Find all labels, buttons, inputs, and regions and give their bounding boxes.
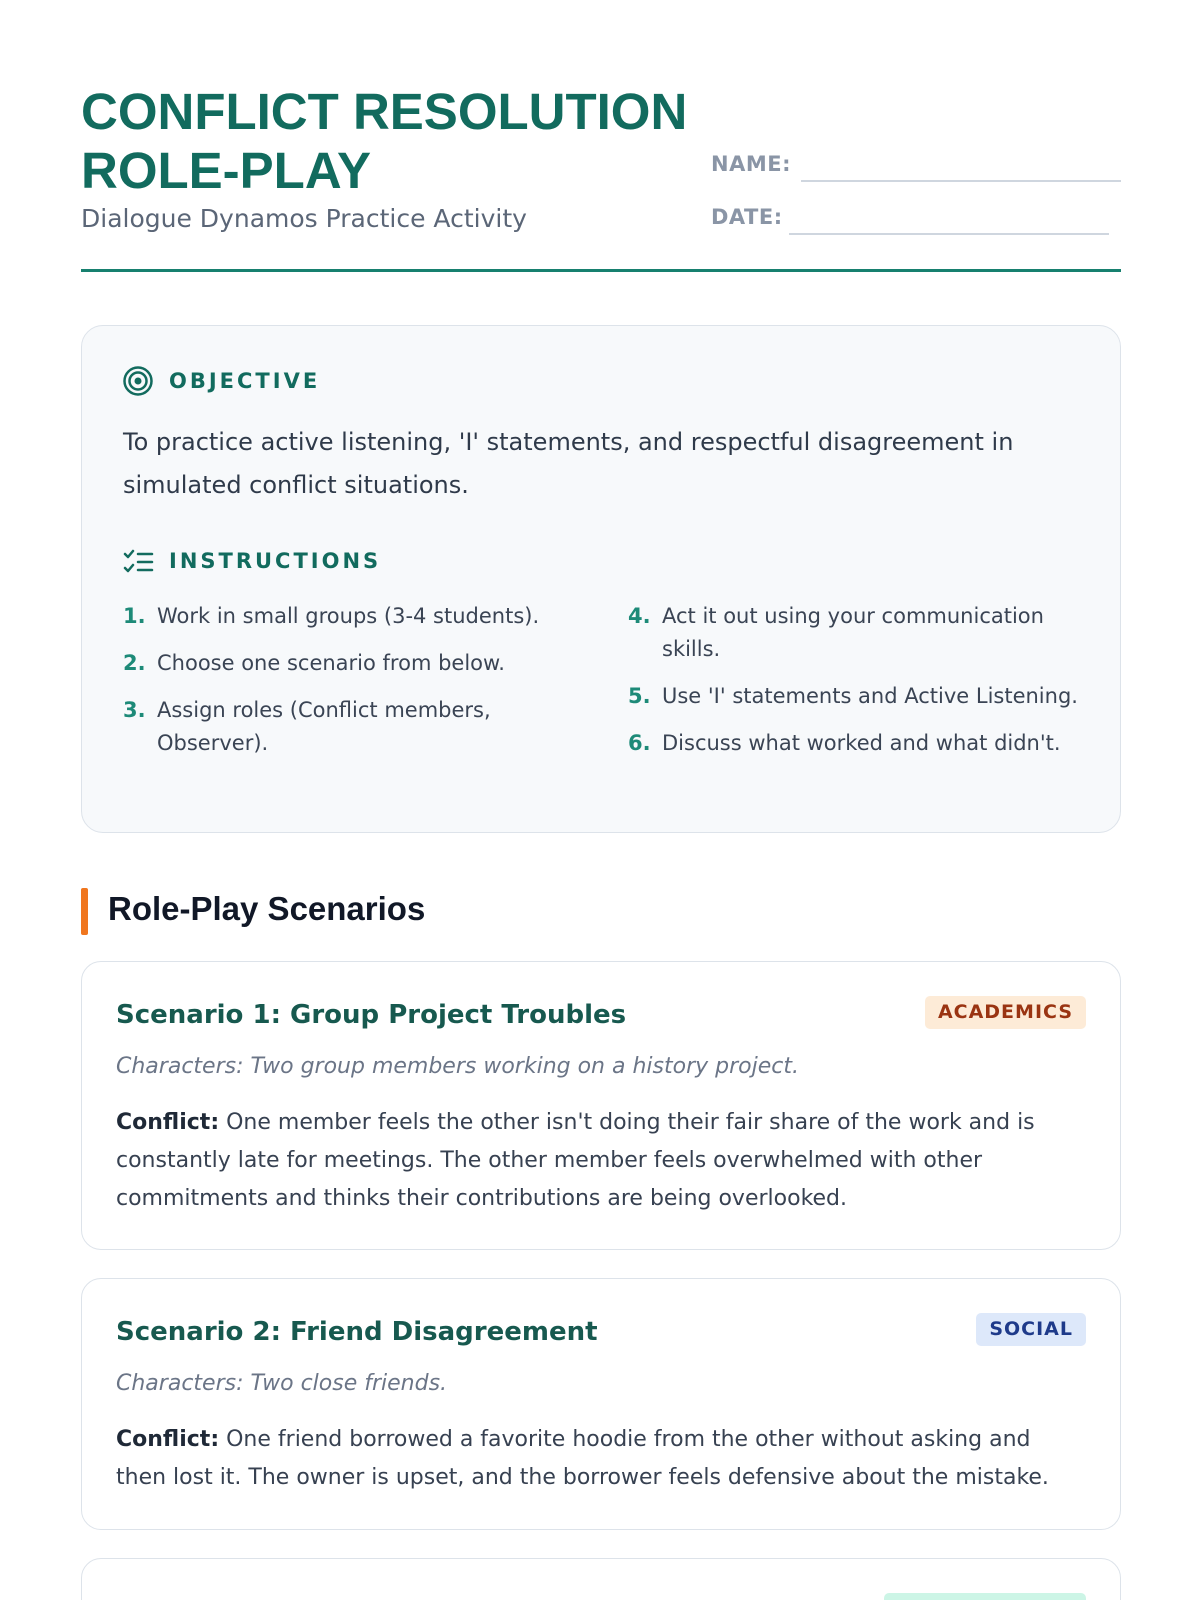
step-text: Work in small groups (3-4 students). [157,604,540,628]
instruction-step [628,600,1088,666]
title-line-2: ROLE-PLAY [81,142,371,199]
target-icon [122,365,154,397]
step-number: 1. [123,604,146,628]
step-number: 2. [123,651,146,675]
scenario-card-1 [81,961,1121,1250]
page-title [81,82,687,200]
step-text: Use 'I' statements and Active Listening. [662,684,1078,708]
objective-label: OBJECTIVE [169,369,321,393]
objective-text: To practice active listening, 'I' statements, and respectful disagreement in simulated conflict situations. [123,428,1014,499]
name-label: NAME: [711,152,791,176]
name-field[interactable] [801,180,1121,182]
checklist-icon [122,547,154,579]
scenario-title: Scenario 1: Group Project Troubles [116,1000,627,1030]
scenario-characters: Characters: Two close friends. [116,1371,448,1396]
category-badge [884,1593,1086,1600]
step-text: Discuss what worked and what didn't. [662,731,1061,755]
objective-panel [81,325,1121,833]
category-badge: SOCIAL [976,1313,1086,1346]
date-label: DATE: [711,205,783,229]
conflict-text: One member feels the other isn't doing their fair share of the work and is constantly late for meetings. The other member feels overwhelmed with other commitments and thinks their contributions are being overlooked. [116,1110,1035,1211]
step-number: 3. [123,698,146,722]
scenario-conflict [116,1104,1086,1218]
instructions-list-right [628,600,1088,774]
instruction-step [628,680,1088,713]
step-text: Act it out using your communication skills. [662,604,1044,661]
scenario-title: Scenario 2: Friend Disagreement [116,1317,598,1347]
instructions-label: INSTRUCTIONS [169,549,382,573]
conflict-label: Conflict: [116,1427,220,1452]
conflict-text: One friend borrowed a favorite hoodie from the other without asking and then lost it. The owner is upset, and the borrower feels defensive about the mistake. [116,1427,1049,1490]
section-accent-bar [81,888,88,935]
page-subtitle: Dialogue Dynamos Practice Activity [81,204,527,233]
instruction-step [628,727,1088,760]
date-field[interactable] [789,233,1109,235]
title-line-1: CONFLICT RESOLUTION [81,83,688,140]
instructions-list-left [123,600,563,774]
step-text: Choose one scenario from below. [157,651,505,675]
scenario-card-2 [81,1278,1121,1530]
step-number: 5. [628,684,651,708]
worksheet-header [81,82,1121,272]
conflict-label: Conflict: [116,1110,220,1135]
instruction-step [123,647,563,680]
step-number: 4. [628,604,651,628]
scenarios-heading [81,888,681,935]
instruction-step [123,600,563,633]
category-badge: ACADEMICS [925,996,1086,1029]
section-title: Role-Play Scenarios [108,890,426,927]
scenario-card-3 [81,1558,1121,1600]
instruction-step [123,694,563,760]
step-number: 6. [628,731,651,755]
scenario-characters: Characters: Two group members working on a history project. [116,1054,799,1079]
scenario-conflict [116,1421,1086,1497]
step-text: Assign roles (Conflict members, Observer). [157,698,491,755]
